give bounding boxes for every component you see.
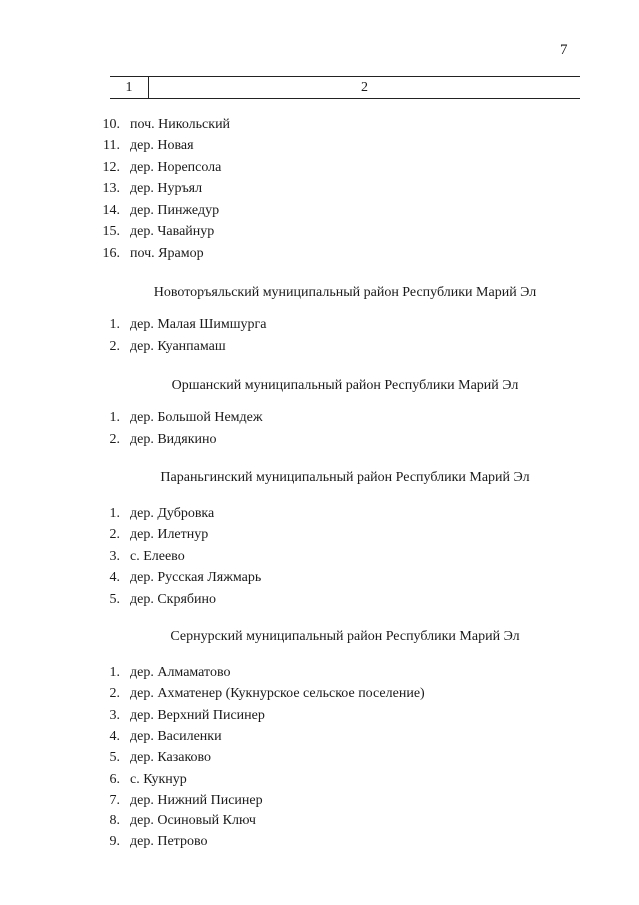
- item-number: 5.: [109, 592, 120, 607]
- item-number: 4.: [109, 729, 120, 744]
- item-text: дер. Видякино: [130, 432, 217, 447]
- item-text: поч. Ярамор: [130, 246, 204, 261]
- item-text: дер. Малая Шимшурга: [130, 317, 267, 332]
- item-text: поч. Никольский: [130, 117, 231, 132]
- item-text: дер. Дубровка: [130, 506, 215, 521]
- item-number: 1.: [109, 506, 120, 521]
- column-header-row: [110, 76, 580, 99]
- column-header-1: 1: [110, 77, 149, 98]
- item-number: 10.: [102, 117, 120, 132]
- item-number: 8.: [109, 813, 120, 828]
- item-number: 11.: [103, 138, 120, 153]
- item-number: 2.: [109, 432, 120, 447]
- item-text: дер. Осиновый Ключ: [130, 813, 256, 828]
- item-text: дер. Илетнур: [130, 527, 209, 542]
- item-number: 13.: [102, 181, 120, 196]
- item-text: дер. Куанпамаш: [130, 339, 226, 354]
- item-text: дер. Василенки: [130, 729, 222, 744]
- section-heading: Новоторъяльский муниципальный район Республики Марий Эл: [153, 285, 537, 300]
- item-text: дер. Пинжедур: [130, 203, 220, 218]
- item-text: дер. Петрово: [130, 834, 208, 849]
- item-number: 15.: [102, 224, 120, 239]
- item-text: дер. Нуръял: [130, 181, 203, 196]
- item-number: 1.: [109, 665, 120, 680]
- section-heading: Сернурский муниципальный район Республики Марий Эл: [170, 629, 520, 644]
- item-number: 3.: [109, 549, 120, 564]
- item-number: 2.: [109, 339, 120, 354]
- item-number: 2.: [109, 686, 120, 701]
- item-number: 5.: [109, 750, 120, 765]
- item-number: 6.: [109, 772, 120, 787]
- item-text: дер. Верхний Писинер: [130, 708, 265, 723]
- item-text: дер. Чавайнур: [130, 224, 215, 239]
- section-heading: Параньгинский муниципальный район Республики Марий Эл: [160, 470, 530, 485]
- item-text: дер. Норепсола: [130, 160, 222, 175]
- item-number: 16.: [102, 246, 120, 261]
- item-number: 14.: [102, 203, 120, 218]
- item-text: дер. Скрябино: [130, 592, 217, 607]
- item-number: 7.: [109, 793, 120, 808]
- item-text: дер. Ахматенер (Кукнурское сельское поселение): [130, 686, 425, 701]
- item-text: дер. Новая: [130, 138, 194, 153]
- item-number: 1.: [109, 317, 120, 332]
- item-number: 12.: [102, 160, 120, 175]
- item-text: с. Елеево: [130, 549, 185, 564]
- page-number: 7: [560, 42, 568, 58]
- column-header-2: 2: [361, 80, 368, 95]
- item-text: дер. Нижний Писинер: [130, 793, 263, 808]
- item-number: 1.: [109, 410, 120, 425]
- item-text: с. Кукнур: [130, 772, 187, 787]
- item-number: 4.: [109, 570, 120, 585]
- item-text: дер. Алмаматово: [130, 665, 231, 680]
- item-text: дер. Большой Немдеж: [130, 410, 263, 425]
- section-heading: Оршанский муниципальный район Республики Марий Эл: [171, 378, 519, 393]
- item-number: 9.: [109, 834, 120, 849]
- item-number: 2.: [109, 527, 120, 542]
- item-number: 3.: [109, 708, 120, 723]
- item-text: дер. Русская Ляжмарь: [130, 570, 262, 585]
- item-text: дер. Казаково: [130, 750, 212, 765]
